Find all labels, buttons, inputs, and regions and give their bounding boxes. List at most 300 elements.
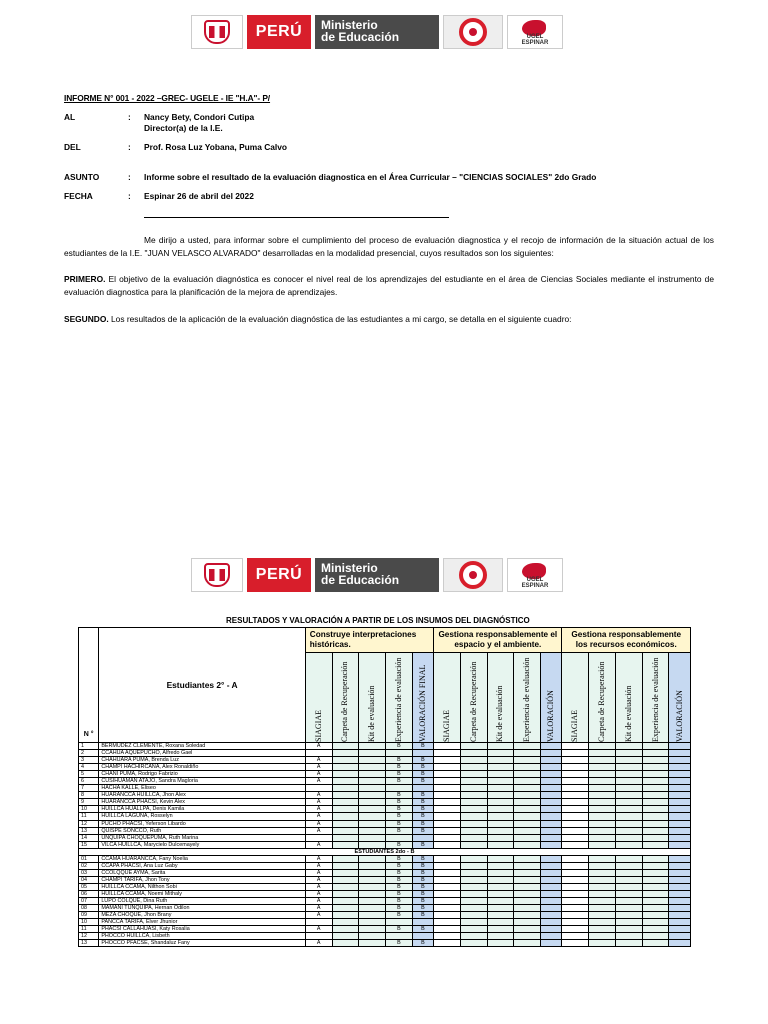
- cell-siagiae: A: [305, 771, 332, 778]
- cell-siagiae: A: [305, 940, 332, 947]
- cell-experiencia: B: [386, 778, 413, 785]
- table-row: [79, 940, 691, 947]
- table-row: [79, 827, 691, 834]
- ministerio-line2: de Educación: [321, 573, 400, 587]
- field-del-value: Prof. Rosa Luz Yobana, Puma Calvo: [144, 142, 288, 152]
- cell-valoracion: [541, 799, 562, 806]
- cell-siagiae: A: [305, 862, 332, 869]
- cell-carpeta: [332, 813, 359, 820]
- cell-kit: [359, 876, 386, 883]
- cell-kit: [615, 905, 642, 912]
- ugel-logo-icon: [507, 558, 563, 592]
- subheader-c3-4: [642, 653, 669, 743]
- cell-experiencia: B: [386, 820, 413, 827]
- cell-kit: [359, 771, 386, 778]
- row-number: 06: [79, 890, 99, 897]
- cell-valoracion: B: [412, 926, 433, 933]
- cell-carpeta: [332, 905, 359, 912]
- table-row: [79, 799, 691, 806]
- cell-carpeta: [460, 771, 487, 778]
- cell-experiencia: [386, 933, 413, 940]
- cell-valoracion: B: [412, 905, 433, 912]
- cell-kit: [359, 926, 386, 933]
- cell-kit: [615, 940, 642, 947]
- cell-siagiae: [562, 806, 589, 813]
- cell-kit: [359, 905, 386, 912]
- ugel-line1: UGEL: [526, 34, 544, 40]
- row-number: 2: [79, 750, 99, 757]
- subheader-label: VALORACIÓN: [546, 690, 556, 742]
- segundo-text: Los resultados de la aplicación de la evaluación diagnóstica de las estudiantes a mi cargo, se detalla en el siguiente cuadro:: [108, 314, 572, 324]
- cell-carpeta: [589, 869, 616, 876]
- row-number: 8: [79, 792, 99, 799]
- row-number: 13: [79, 940, 99, 947]
- cell-experiencia: [514, 743, 541, 750]
- cell-valoracion: [541, 750, 562, 757]
- student-name: HUILLCA CCAMA, Nilthon Sobi: [99, 883, 305, 890]
- cell-valoracion: [669, 883, 691, 890]
- cell-valoracion: [669, 905, 691, 912]
- colon: :: [128, 191, 131, 201]
- cell-experiencia: [514, 813, 541, 820]
- cell-carpeta: [589, 743, 616, 750]
- cell-experiencia: [642, 898, 669, 905]
- subheader-label: Kit de evaluación: [623, 685, 633, 742]
- cell-carpeta: [589, 855, 616, 862]
- cell-siagiae: [562, 834, 589, 841]
- competency-2-header: Gestiona responsablemente el espacio y el ambiente.: [434, 628, 562, 653]
- row-number: 10: [79, 806, 99, 813]
- cell-carpeta: [589, 883, 616, 890]
- cell-carpeta: [460, 869, 487, 876]
- cell-experiencia: [514, 883, 541, 890]
- cell-siagiae: A: [305, 764, 332, 771]
- cell-kit: [615, 876, 642, 883]
- cell-valoracion: B: [412, 883, 433, 890]
- colon: :: [128, 172, 131, 182]
- cell-experiencia: B: [386, 743, 413, 750]
- cell-carpeta: [460, 876, 487, 883]
- subheader-label: Kit de evaluación: [495, 685, 505, 742]
- cell-carpeta: [332, 778, 359, 785]
- cell-valoracion: [669, 806, 691, 813]
- row-number: 10: [79, 919, 99, 926]
- student-name: CCAMA HUARANCCA, Fany Noelia: [99, 855, 305, 862]
- cell-experiencia: B: [386, 855, 413, 862]
- cell-kit: [359, 933, 386, 940]
- cell-valoracion: [541, 757, 562, 764]
- cell-experiencia: [514, 862, 541, 869]
- cell-carpeta: [589, 912, 616, 919]
- cell-kit: [359, 912, 386, 919]
- cell-experiencia: [642, 750, 669, 757]
- student-name: UNQUIPA CHOQUEPUMA, Ruth Marina: [99, 834, 305, 841]
- cell-siagiae: [562, 876, 589, 883]
- cell-carpeta: [589, 792, 616, 799]
- cell-carpeta: [460, 778, 487, 785]
- subheader-label: Experiencia de evaluación: [650, 657, 660, 742]
- cell-siagiae: [562, 869, 589, 876]
- cell-experiencia: [642, 926, 669, 933]
- cell-siagiae: A: [305, 827, 332, 834]
- student-name: CHAMPI HACHIRCANA, Alex Ronaldiño: [99, 764, 305, 771]
- cell-experiencia: [514, 792, 541, 799]
- cell-kit: [615, 890, 642, 897]
- cell-siagiae: [434, 806, 461, 813]
- cell-carpeta: [460, 750, 487, 757]
- field-al-key: AL: [64, 112, 76, 122]
- student-name: BERMUDEZ CLEMENTE, Roxana Soledad: [99, 743, 305, 750]
- cell-carpeta: [460, 933, 487, 940]
- table-row: [79, 778, 691, 785]
- cell-kit: [615, 771, 642, 778]
- cell-experiencia: [642, 764, 669, 771]
- cell-kit: [487, 855, 514, 862]
- ministerio-label: [315, 558, 439, 592]
- row-number: 04: [79, 876, 99, 883]
- cell-kit: [487, 750, 514, 757]
- ministerio-line1: Ministerio: [321, 18, 378, 32]
- cell-siagiae: [434, 820, 461, 827]
- cell-kit: [487, 834, 514, 841]
- student-name: CHAÑI PUMA, Rodrigo Fabrizio: [99, 771, 305, 778]
- cell-valoracion: B: [412, 912, 433, 919]
- student-name: CCAHUA AQUEPUCHO, Alfredo Gael: [99, 750, 305, 757]
- cell-valoracion: B: [412, 940, 433, 947]
- cell-experiencia: B: [386, 792, 413, 799]
- cell-siagiae: A: [305, 778, 332, 785]
- cell-kit: [615, 792, 642, 799]
- cell-experiencia: [514, 876, 541, 883]
- group-separator-row: [79, 848, 691, 855]
- cell-carpeta: [589, 862, 616, 869]
- primero-paragraph: [64, 273, 714, 299]
- cell-valoracion: B: [412, 792, 433, 799]
- cell-carpeta: [460, 820, 487, 827]
- table-row: [79, 820, 691, 827]
- cell-valoracion: [541, 855, 562, 862]
- cell-kit: [359, 862, 386, 869]
- cell-siagiae: [434, 905, 461, 912]
- cell-valoracion: [669, 820, 691, 827]
- row-number: 3: [79, 757, 99, 764]
- table-title: RESULTADOS Y VALORACIÓN A PARTIR DE LOS INSUMOS DEL DIAGNÓSTICO: [226, 616, 530, 625]
- table-row: [79, 792, 691, 799]
- cell-carpeta: [332, 750, 359, 757]
- cell-experiencia: B: [386, 926, 413, 933]
- cell-siagiae: [434, 792, 461, 799]
- cell-kit: [487, 785, 514, 792]
- table-row: [79, 926, 691, 933]
- cell-siagiae: A: [305, 876, 332, 883]
- cell-valoracion: [669, 792, 691, 799]
- cell-kit: [359, 757, 386, 764]
- cell-experiencia: [642, 827, 669, 834]
- cell-valoracion: [412, 785, 433, 792]
- cell-kit: [615, 806, 642, 813]
- cell-valoracion: [669, 912, 691, 919]
- seal-icon: [443, 15, 503, 49]
- table-row: [79, 764, 691, 771]
- cell-kit: [487, 778, 514, 785]
- cell-siagiae: A: [305, 799, 332, 806]
- cell-experiencia: [642, 862, 669, 869]
- cell-experiencia: [642, 785, 669, 792]
- row-number: 9: [79, 799, 99, 806]
- cell-valoracion: [541, 876, 562, 883]
- cell-carpeta: [460, 806, 487, 813]
- cell-valoracion: [669, 898, 691, 905]
- table-row: [79, 855, 691, 862]
- peru-shield-icon: [191, 15, 243, 49]
- cell-siagiae: [434, 757, 461, 764]
- cell-valoracion: [541, 813, 562, 820]
- cell-valoracion: [669, 919, 691, 926]
- student-name: HUARANCCA PHACSI, Kevin Alex: [99, 799, 305, 806]
- cell-kit: [359, 750, 386, 757]
- row-number: 03: [79, 869, 99, 876]
- cell-siagiae: A: [305, 757, 332, 764]
- student-name: PHACSI CALLAHUASI, Katy Rosalia: [99, 926, 305, 933]
- cell-siagiae: [305, 933, 332, 940]
- cell-siagiae: [434, 834, 461, 841]
- cell-kit: [615, 869, 642, 876]
- cell-siagiae: A: [305, 792, 332, 799]
- field-al-line1: Nancy Bety, Condori Cutipa: [144, 112, 255, 122]
- competency-3-header: Gestiona responsablemente los recursos económicos.: [562, 628, 691, 653]
- cell-siagiae: [434, 743, 461, 750]
- cell-siagiae: A: [305, 869, 332, 876]
- cell-kit: [615, 926, 642, 933]
- cell-experiencia: B: [386, 771, 413, 778]
- cell-valoracion: B: [412, 813, 433, 820]
- cell-valoracion: [669, 764, 691, 771]
- cell-siagiae: [562, 778, 589, 785]
- cell-carpeta: [589, 834, 616, 841]
- cell-carpeta: [589, 905, 616, 912]
- colon: :: [128, 142, 131, 152]
- cell-kit: [359, 883, 386, 890]
- cell-carpeta: [332, 919, 359, 926]
- cell-siagiae: A: [305, 813, 332, 820]
- cell-carpeta: [589, 841, 616, 848]
- cell-siagiae: A: [305, 743, 332, 750]
- subheader-label: Experiencia de evaluación: [522, 657, 532, 742]
- cell-valoracion: [541, 933, 562, 940]
- cell-kit: [615, 883, 642, 890]
- cell-valoracion: [541, 898, 562, 905]
- cell-valoracion: [669, 862, 691, 869]
- row-number: 01: [79, 855, 99, 862]
- row-number: 09: [79, 912, 99, 919]
- cell-experiencia: [386, 919, 413, 926]
- cell-valoracion: [541, 778, 562, 785]
- cell-carpeta: [589, 919, 616, 926]
- cell-carpeta: [460, 905, 487, 912]
- cell-experiencia: [642, 813, 669, 820]
- cell-valoracion: B: [412, 827, 433, 834]
- cell-carpeta: [460, 919, 487, 926]
- competency-1-header: Construye interpretaciones históricas.: [305, 628, 433, 653]
- cell-carpeta: [332, 806, 359, 813]
- subheader-c1-5: [412, 653, 433, 743]
- field-fecha-value: Espinar 26 de abril del 2022: [144, 191, 254, 201]
- cell-experiencia: [642, 919, 669, 926]
- cell-siagiae: [562, 841, 589, 848]
- cell-kit: [359, 792, 386, 799]
- table-row: [79, 912, 691, 919]
- cell-valoracion: [669, 933, 691, 940]
- cell-carpeta: [332, 785, 359, 792]
- cell-carpeta: [332, 834, 359, 841]
- cell-kit: [359, 778, 386, 785]
- cell-experiencia: [642, 869, 669, 876]
- cell-valoracion: [541, 940, 562, 947]
- cell-kit: [487, 940, 514, 947]
- cell-valoracion: [669, 834, 691, 841]
- cell-carpeta: [589, 827, 616, 834]
- table-row: [79, 841, 691, 848]
- cell-siagiae: [562, 820, 589, 827]
- ugel-line1: UGEL: [526, 577, 544, 583]
- student-name: HUILLCA CCAMA, Noemi Mithaly: [99, 890, 305, 897]
- cell-carpeta: [589, 771, 616, 778]
- cell-carpeta: [589, 813, 616, 820]
- cell-experiencia: [514, 898, 541, 905]
- student-name: CCOLQQUE AYMA, Sarita: [99, 869, 305, 876]
- field-asunto-value: Informe sobre el resultado de la evaluación diagnostica en el Área Curricular – "CIENCIAS SOCIALES" 2do Grado: [144, 172, 597, 182]
- cell-siagiae: [434, 869, 461, 876]
- row-number: 12: [79, 933, 99, 940]
- cell-valoracion: B: [412, 764, 433, 771]
- group-b-label: ESTUDIANTES 2do - B: [79, 848, 691, 855]
- subheader-c1-3: [359, 653, 386, 743]
- cell-siagiae: [434, 883, 461, 890]
- results-table: [78, 627, 691, 947]
- cell-kit: [615, 898, 642, 905]
- cell-carpeta: [332, 883, 359, 890]
- cell-carpeta: [460, 862, 487, 869]
- cell-kit: [487, 743, 514, 750]
- cell-siagiae: [305, 834, 332, 841]
- cell-valoracion: [669, 771, 691, 778]
- cell-siagiae: [305, 919, 332, 926]
- cell-carpeta: [332, 926, 359, 933]
- cell-valoracion: B: [412, 743, 433, 750]
- cell-kit: [615, 785, 642, 792]
- subheader-c2-5: [541, 653, 562, 743]
- cell-carpeta: [332, 799, 359, 806]
- cell-siagiae: [562, 905, 589, 912]
- cell-kit: [359, 820, 386, 827]
- student-name: PUCHO PHACSI, Yeferson Libardo: [99, 820, 305, 827]
- cell-kit: [359, 827, 386, 834]
- cell-kit: [359, 764, 386, 771]
- cell-kit: [487, 926, 514, 933]
- cell-experiencia: [514, 933, 541, 940]
- cell-experiencia: [514, 912, 541, 919]
- cell-kit: [359, 806, 386, 813]
- cell-siagiae: [434, 890, 461, 897]
- cell-experiencia: [386, 750, 413, 757]
- field-fecha: [64, 191, 254, 201]
- cell-experiencia: [642, 933, 669, 940]
- cell-kit: [615, 799, 642, 806]
- cell-valoracion: [541, 792, 562, 799]
- cell-experiencia: [514, 778, 541, 785]
- cell-carpeta: [589, 926, 616, 933]
- subheader-c1-2: [332, 653, 359, 743]
- cell-carpeta: [460, 912, 487, 919]
- cell-experiencia: B: [386, 890, 413, 897]
- cell-experiencia: [386, 834, 413, 841]
- cell-carpeta: [332, 764, 359, 771]
- cell-experiencia: B: [386, 876, 413, 883]
- cell-siagiae: [562, 792, 589, 799]
- cell-siagiae: [562, 813, 589, 820]
- student-name: PHOCCO HUILLCA, Lisbeth: [99, 933, 305, 940]
- cell-kit: [615, 841, 642, 848]
- segundo-label: SEGUNDO.: [64, 314, 109, 324]
- cell-siagiae: [305, 785, 332, 792]
- cell-carpeta: [460, 898, 487, 905]
- cell-kit: [615, 778, 642, 785]
- colon: :: [128, 112, 131, 122]
- cell-kit: [615, 750, 642, 757]
- cell-siagiae: [562, 926, 589, 933]
- cell-siagiae: [562, 862, 589, 869]
- cell-carpeta: [589, 806, 616, 813]
- cell-kit: [487, 792, 514, 799]
- cell-valoracion: B: [412, 890, 433, 897]
- primero-label: PRIMERO.: [64, 274, 106, 284]
- cell-experiencia: [514, 750, 541, 757]
- cell-valoracion: [541, 926, 562, 933]
- cell-carpeta: [460, 764, 487, 771]
- cell-carpeta: [332, 743, 359, 750]
- cell-kit: [487, 912, 514, 919]
- cell-siagiae: [562, 827, 589, 834]
- cell-siagiae: A: [305, 890, 332, 897]
- cell-kit: [615, 827, 642, 834]
- cell-carpeta: [460, 855, 487, 862]
- cell-siagiae: [434, 862, 461, 869]
- students-header: Estudiantes 2° - A: [99, 628, 305, 743]
- cell-carpeta: [460, 834, 487, 841]
- cell-experiencia: [514, 841, 541, 848]
- cell-carpeta: [589, 785, 616, 792]
- cell-experiencia: [514, 820, 541, 827]
- cell-valoracion: [669, 827, 691, 834]
- cell-experiencia: [642, 743, 669, 750]
- row-number: 02: [79, 862, 99, 869]
- student-name: HUILLCA LAGUNA, Rosselyn: [99, 813, 305, 820]
- student-name: MEZA CHOQUE, Jhon Brany: [99, 912, 305, 919]
- table-row: [79, 890, 691, 897]
- cell-valoracion: B: [412, 862, 433, 869]
- row-number: 7: [79, 785, 99, 792]
- cell-valoracion: [541, 743, 562, 750]
- table-row: [79, 743, 691, 750]
- cell-experiencia: B: [386, 813, 413, 820]
- cell-experiencia: B: [386, 764, 413, 771]
- student-name: HUARANCCA HUILLCA, Jhon Alex: [99, 792, 305, 799]
- student-name: CCAPA PHACSI, Ana Luz Gaby: [99, 862, 305, 869]
- cell-kit: [359, 785, 386, 792]
- cell-valoracion: B: [412, 869, 433, 876]
- cell-valoracion: [412, 919, 433, 926]
- cell-experiencia: [642, 792, 669, 799]
